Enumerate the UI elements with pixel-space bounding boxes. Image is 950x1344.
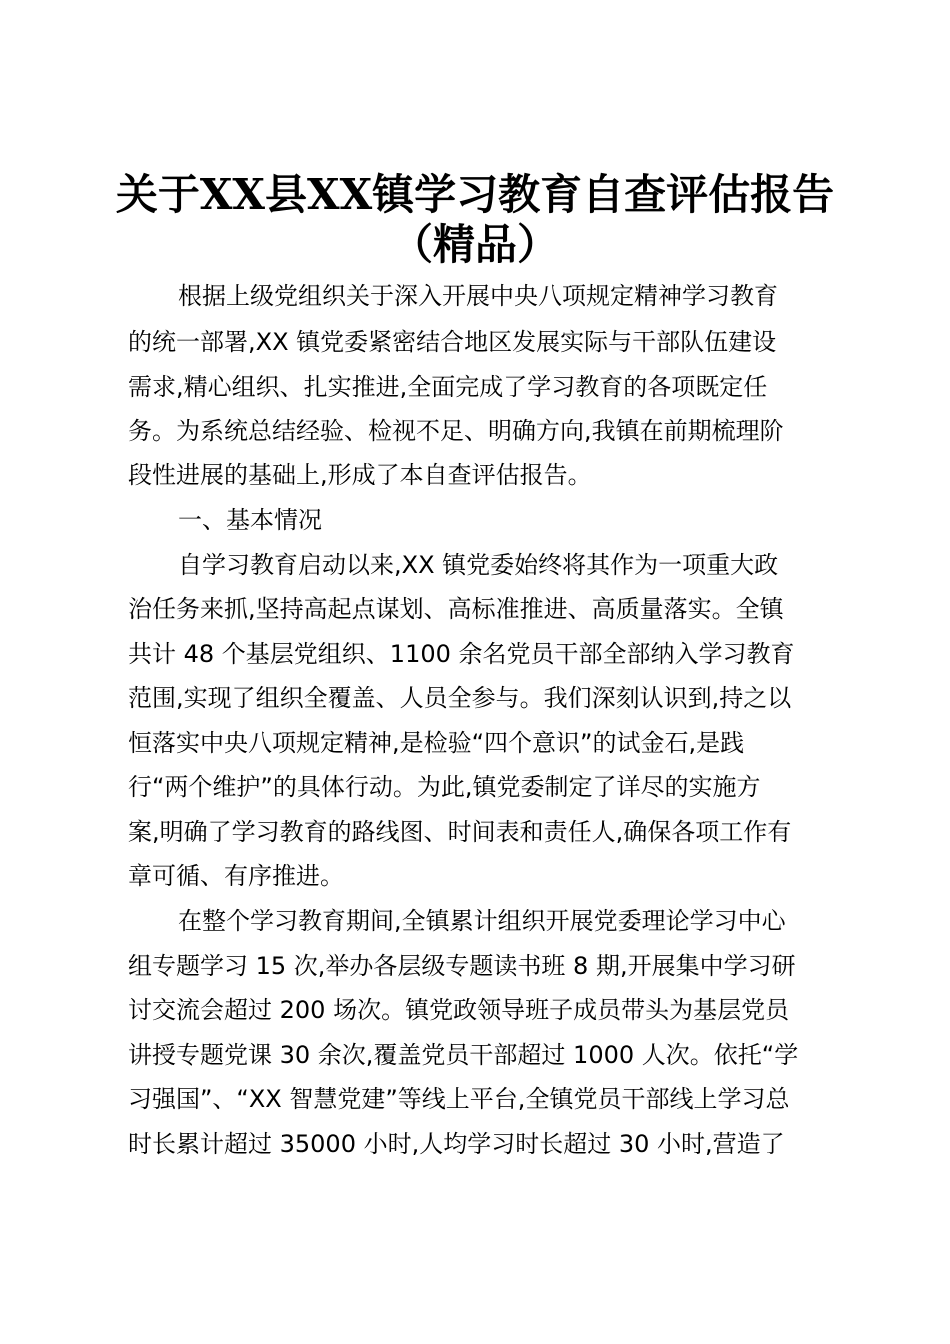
paragraph-basic-line: 自学习教育启动以来,XX 镇党委始终将其作为一项重大政	[178, 551, 779, 579]
paragraph-study-line: 习强国”、“XX 智慧党建”等线上平台,全镇党员干部线上学习总	[128, 1085, 790, 1113]
document-title-suffix: （精品）	[390, 220, 559, 269]
paragraph-basic-line: 恒落实中央八项规定精神,是检验“四个意识”的试金石,是践	[128, 729, 745, 757]
document-title: 关于XX县XX镇学习教育自查评估报告	[115, 170, 835, 219]
paragraph-intro-line: 需求,精心组织、扎实推进,全面完成了学习教育的各项既定任	[128, 373, 768, 401]
section-heading: 一、基本情况	[178, 506, 322, 534]
paragraph-basic-line: 案,明确了学习教育的路线图、时间表和责任人,确保各项工作有	[128, 818, 792, 846]
paragraph-intro-line: 根据上级党组织关于深入开展中央八项规定精神学习教育	[178, 282, 778, 310]
paragraph-study-line: 在整个学习教育期间,全镇累计组织开展党委理论学习中心	[178, 907, 786, 935]
paragraph-intro-line: 段性进展的基础上,形成了本自查评估报告。	[128, 461, 592, 489]
paragraph-basic-line: 范围,实现了组织全覆盖、人员全参与。我们深刻认识到,持之以	[128, 684, 792, 712]
paragraph-study-line: 时长累计超过 35000 小时,人均学习时长超过 30 小时,营造了	[128, 1130, 785, 1158]
paragraph-study-line: 讲授专题党课 30 余次,覆盖党员干部超过 1000 人次。依托“学	[128, 1041, 799, 1069]
paragraph-study-line: 组专题学习 15 次,举办各层级专题读书班 8 期,开展集中学习研	[128, 952, 796, 980]
paragraph-basic-line: 治任务来抓,坚持高起点谋划、高标准推进、高质量落实。全镇	[128, 595, 784, 623]
paragraph-intro-line: 务。为系统总结经验、检视不足、明确方向,我镇在前期梳理阶	[128, 417, 784, 445]
paragraph-basic-line: 共计 48 个基层党组织、1100 余名党员干部全部纳入学习教育	[128, 640, 795, 668]
paragraph-basic-line: 行“两个维护”的具体行动。为此,镇党委制定了详尽的实施方	[128, 773, 761, 801]
paragraph-basic-line: 章可循、有序推进。	[128, 862, 344, 890]
paragraph-intro-line: 的统一部署,XX 镇党委紧密结合地区发展实际与干部队伍建设	[128, 328, 777, 356]
paragraph-study-line: 讨交流会超过 200 场次。镇党政领导班子成员带头为基层党员	[128, 996, 790, 1024]
